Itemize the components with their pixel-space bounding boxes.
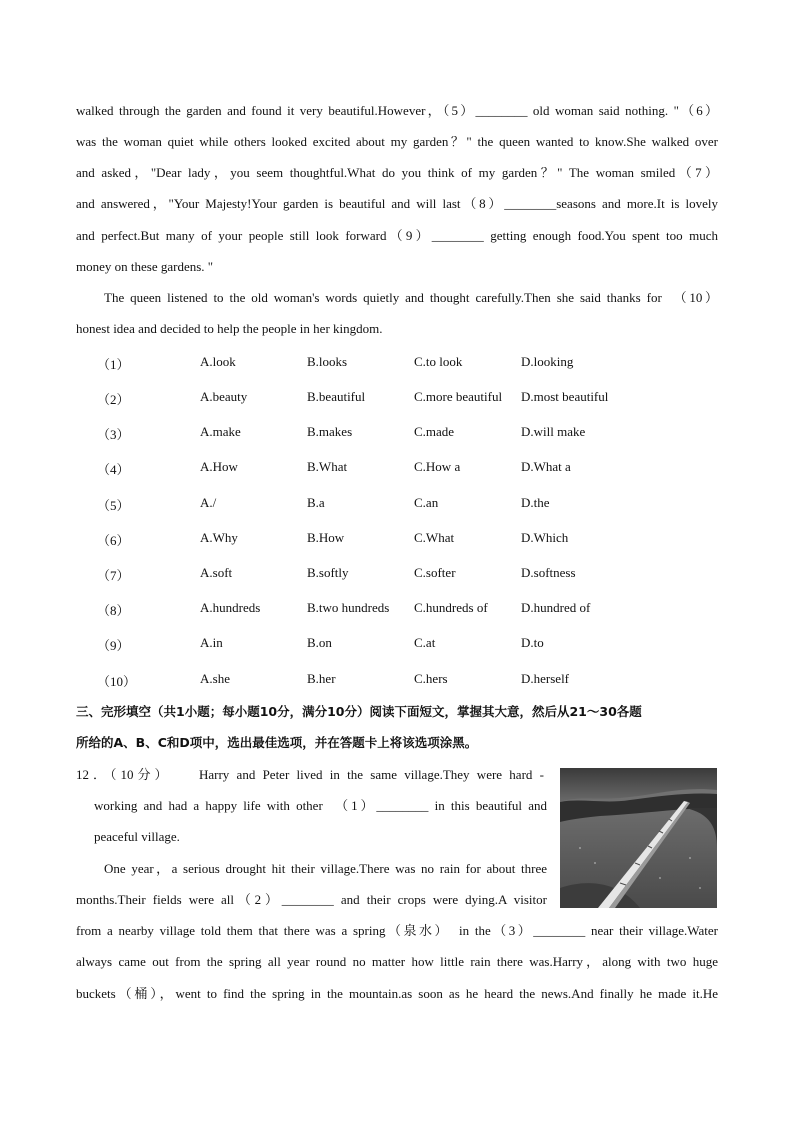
bridge-over-field-photo: [560, 768, 717, 908]
option-b: B.beautiful: [307, 389, 366, 404]
question-line: months.Their fields were all（2）________ and their crops were dying.A visitor: [76, 892, 547, 907]
option-d: D.herself: [521, 671, 570, 686]
question-number: （10）: [97, 674, 137, 689]
passage-line: and asked，"Dear lady，you seem thoughtful.What do you think of my garden？" The woman smiled（7）: [76, 165, 718, 180]
option-d: D.looking: [521, 354, 574, 369]
option-c: C.to look: [414, 354, 463, 369]
question-number: （9）: [97, 638, 130, 653]
option-d: D.hundred of: [521, 600, 591, 615]
option-c: C.an: [414, 495, 439, 510]
option-c: C.softer: [414, 565, 456, 580]
option-a: A./: [200, 495, 217, 510]
option-b: B.on: [307, 635, 332, 650]
passage-line: and perfect.But many of your people still look forward（9）________ getting enough food.You spent too much: [76, 228, 718, 243]
passage-line: money on these gardens. ": [76, 259, 214, 274]
option-b: B.her: [307, 671, 336, 686]
option-d: D.will make: [521, 424, 586, 439]
option-row: [97, 600, 717, 618]
option-row: [97, 424, 717, 442]
question-number: （6）: [97, 533, 130, 548]
section-heading: 所给的A、B、C和D项中，选出最佳选项，并在答题卡上将该选项涂黑。: [76, 735, 478, 750]
option-c: C.more beautiful: [414, 389, 503, 404]
option-d: D.to: [521, 635, 544, 650]
option-c: C.How a: [414, 459, 461, 474]
option-row: [97, 635, 717, 653]
option-row: [97, 389, 717, 407]
option-row: [97, 495, 717, 513]
option-a: A.soft: [200, 565, 233, 580]
option-b: B.How: [307, 530, 345, 545]
passage-line: walked through the garden and found it very beautiful.However，（5）________ old woman said nothing. "（6）: [76, 103, 718, 118]
question-number: （7）: [97, 568, 130, 583]
option-a: A.in: [200, 635, 223, 650]
option-row: [97, 530, 717, 548]
section-heading: 三、完形填空（共1小题；每小题10分，满分10分）阅读下面短文，掌握其大意，然后从21～30各题: [76, 704, 642, 719]
option-b: B.makes: [307, 424, 353, 439]
passage-line: honest idea and decided to help the people in her kingdom.: [76, 321, 383, 336]
option-a: A.beauty: [200, 389, 248, 404]
option-row: [97, 565, 717, 583]
question-line: peaceful village.: [94, 829, 180, 844]
option-b: B.a: [307, 495, 325, 510]
question-line: from a nearby village told them that there was a spring（泉水） in the（3）________ near their village.Water: [76, 923, 718, 938]
option-a: A.she: [200, 671, 230, 686]
question-number: （8）: [97, 603, 130, 618]
question-number: （4）: [97, 462, 130, 477]
option-a: A.hundreds: [200, 600, 261, 615]
option-b: B.softly: [307, 565, 349, 580]
passage-line: was the woman quiet while others looked excited about my garden？" the queen wanted to know.She walked over: [76, 134, 718, 149]
question-line: 12．（10分） Harry and Peter lived in the same village.They were hard -: [76, 767, 544, 782]
question-number: （3）: [97, 427, 130, 442]
option-b: B.What: [307, 459, 348, 474]
option-row: [97, 459, 717, 477]
option-a: A.How: [200, 459, 238, 474]
passage-line: and answered，"Your Majesty!Your garden is beautiful and will last（8）________seasons and more.It is lovely: [76, 196, 718, 211]
option-b: B.looks: [307, 354, 348, 369]
option-c: C.made: [414, 424, 455, 439]
passage-line: The queen listened to the old woman's words quietly and thought carefully.Then she said thanks for （10）: [104, 290, 718, 305]
question-number: （5）: [97, 498, 130, 513]
option-c: C.at: [414, 635, 436, 650]
option-a: A.Why: [200, 530, 238, 545]
question-line: always came out from the spring all year round no matter how little rain there was.Harry，along with two huge: [76, 954, 718, 969]
option-d: D.most beautiful: [521, 389, 609, 404]
option-d: D.Which: [521, 530, 569, 545]
option-c: C.What: [414, 530, 455, 545]
option-d: D.the: [521, 495, 550, 510]
option-d: D.What a: [521, 459, 571, 474]
option-a: A.make: [200, 424, 241, 439]
option-row: [97, 354, 717, 372]
option-row: [97, 671, 717, 689]
option-c: C.hundreds of: [414, 600, 488, 615]
option-c: C.hers: [414, 671, 448, 686]
question-number: （2）: [97, 392, 130, 407]
option-d: D.softness: [521, 565, 576, 580]
option-a: A.look: [200, 354, 236, 369]
question-number: （1）: [97, 357, 130, 372]
question-line: working and had a happy life with other （1）________ in this beautiful and: [94, 798, 547, 813]
question-line: One year，a serious drought hit their village.There was no rain for about three: [104, 861, 547, 876]
question-line: buckets（桶），went to find the spring in the mountain.as soon as he heard the news.And finally he made it.He: [76, 986, 718, 1001]
option-b: B.two hundreds: [307, 600, 390, 615]
